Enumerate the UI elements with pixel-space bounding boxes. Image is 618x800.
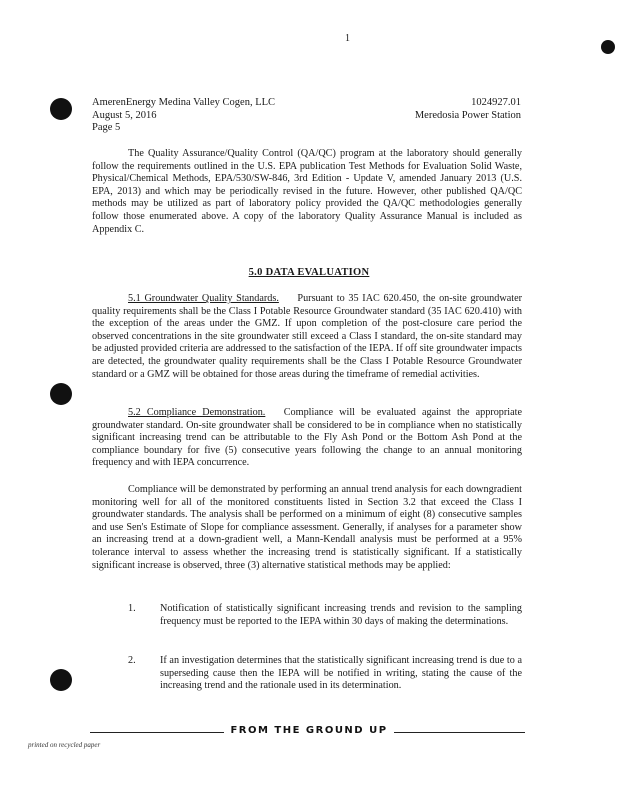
list-item-text: Notification of statistically significant increasing trends and revision to the sampling frequency must be reported to the IEPA within 30 days of making the determinations.: [160, 603, 522, 627]
compliance-paragraph: Compliance will be demonstrated by performing an annual trend analysis for each downgradient monitoring well for all of the monitored constituents listed in Section 3.2 that exceed the Class I groundwater standards. The analysis shall be performed on a minimum of eight (8) consecutive samples and use Sen's Estimate of Slope for compliance assessment. Generally, if analyses for a parameter show an increasing trend at a down-gradient well, a Mann-Kendall analysis must be performed at a 95% tolerance interval to assess whether the increasing trend is statistically significant. If a statistically significant increase is observed, three (3) alternative statistical methods may be applied:: [92, 484, 522, 571]
header-left: [92, 97, 275, 135]
list-item-number: 1.: [128, 603, 136, 614]
list-item-number: 2.: [128, 655, 136, 666]
punch-hole: [50, 98, 72, 120]
scan-mark: [601, 40, 615, 54]
footer-slogan: FROM THE GROUND UP: [0, 725, 618, 736]
header-doc-id: 1024927.01: [471, 97, 521, 108]
section-5-2: [92, 407, 522, 470]
punch-hole: [50, 669, 72, 691]
section-5-2-text: Compliance will be evaluated against the appropriate groundwater standard. On-site groundwater shall be considered to be in compliance when no statistically significant increasing trend can be attributable to the Fly Ash Pond or the Bottom Ash Pond at the compliance boundary for five (5) consecutive years following the change to an annual monitoring frequency and with IEPA concurrence.: [92, 407, 522, 469]
section-5-1: [92, 293, 522, 381]
footer-recycled-note: printed on recycled paper: [28, 741, 101, 749]
header-page: Page 5: [92, 122, 121, 133]
section-5-1-heading: 5.1 Groundwater Quality Standards.: [128, 293, 279, 304]
section-title: 5.0 DATA EVALUATION: [248, 267, 370, 278]
punch-hole: [50, 383, 72, 405]
header-date: August 5, 2016: [92, 109, 157, 121]
header-station: Meredosia Power Station: [414, 109, 521, 121]
header-company: AmerenEnergy Medina Valley Cogen, LLC: [92, 97, 276, 108]
section-5-2-heading: 5.2 Compliance Demonstration.: [128, 407, 266, 418]
section-5-1-text: Pursuant to 35 IAC 620.450, the on-site groundwater quality requirements shall be the Class I Potable Resource Groundwater standard (35 IAC 620.410) with the exception of the areas under the GMZ. If upon completion of the post-closure care period the observed concentrations in the site groundwater still exceed a Class I standard, the on-site standard may be adjusted provided criteria are addressed to the satisfaction of the IEPA. If off site groundwater impacts are detected, the groundwater quality requirements shall be the Class I Potable Resource Groundwater standard or a GMZ will be obtained for those areas during the timeframe of remedial activities.: [92, 293, 522, 380]
list-item-text: If an investigation determines that the statistically significant increasing trend is due to a superseding cause then the IEPA will be notified in writing, stating the cause of the increasing trend and the rationale used in its determination.: [160, 655, 522, 692]
page-mark: 1: [345, 33, 350, 44]
header-right: [415, 97, 521, 122]
intro-paragraph: The Quality Assurance/Quality Control (QA/QC) program at the laboratory should generally follow the requirements outlined in the U.S. EPA publication Test Methods for Evaluation Solid Waste, Physical/Chemical Methods, EPA/530/SW-846, 3rd Edition - Update V, amended January 2013 (U.S. EPA, 2013) and which may be periodically revised in the future. However, other published QA/QC methods may be utilized as part of laboratory policy provided the QA/QC methodologies generally follow those enumerated above. A copy of the laboratory Quality Assurance Manual is included as Appendix C.: [92, 148, 522, 235]
